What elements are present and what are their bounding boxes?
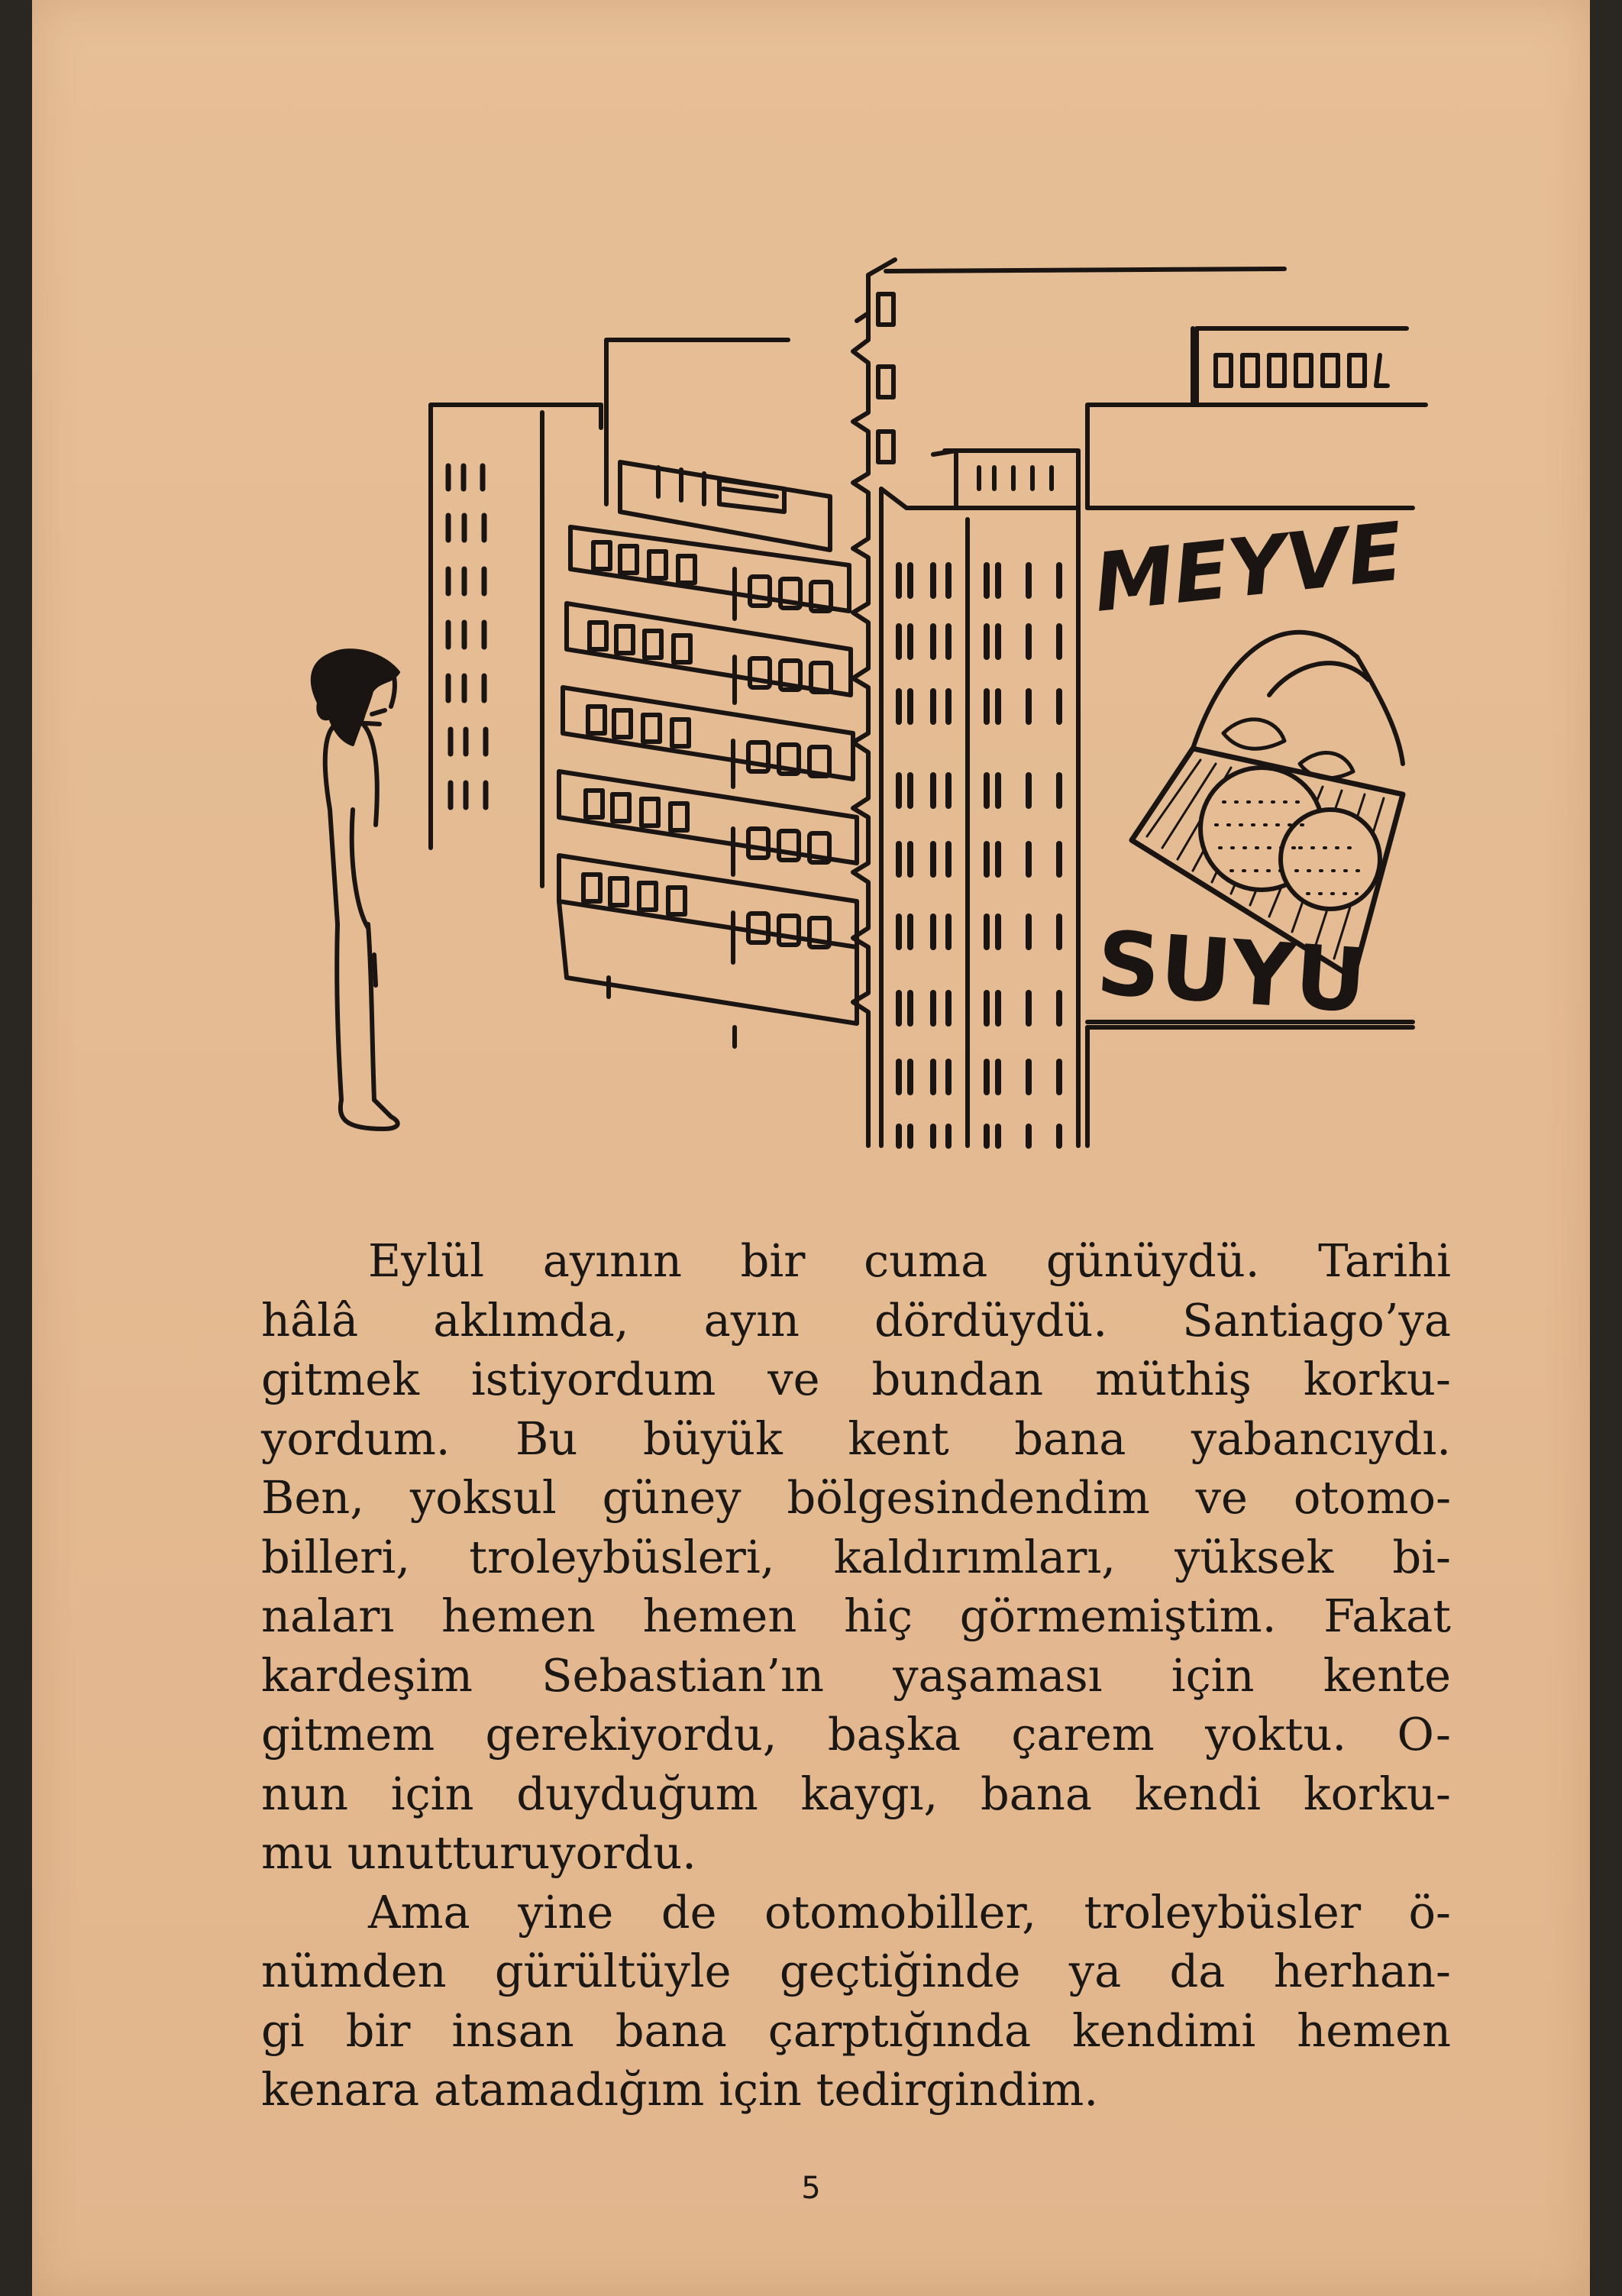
paragraph-1: [261, 1231, 1451, 1883]
text-line: gitmem gerekiyordu, başka çarem yoktu. O-: [261, 1708, 1451, 1761]
story-text: [261, 1231, 1451, 2120]
text-line: nun için duyduğum kaygı, bana kendi korku-: [261, 1767, 1451, 1820]
boy-hair: [312, 650, 399, 745]
text-line: billeri, troleybüsleri, kaldırımları, yüksek bi-: [261, 1530, 1451, 1583]
text-line: Eylül ayının bir cuma günüydü. Tarihi: [368, 1234, 1451, 1287]
paragraph-2: [261, 1883, 1451, 2120]
page-number: 5: [801, 2171, 821, 2206]
text-line: kenara atamadığım için tedirgindim.: [261, 2063, 1099, 2116]
text-line: hâlâ aklımda, ayın dördüydü. Santiago’ya: [261, 1293, 1451, 1347]
text-line: yordum. Bu büyük kent bana yabancıydı.: [261, 1412, 1451, 1465]
text-line: kardeşim Sebastian’ın yaşaması için kente: [261, 1648, 1451, 1702]
text-line: Ama yine de otomobiller, troleybüsler ö-: [368, 1885, 1451, 1939]
boy-figure: [325, 665, 398, 1129]
text-line: nümden gürültüyle geçtiğinde ya da herhan-: [261, 1945, 1451, 1997]
text-line: mu unutturuyordu.: [261, 1826, 696, 1879]
text-line: naları hemen hemen hiç görmemiştim. Fakat: [261, 1589, 1451, 1642]
balcony-building: [559, 462, 857, 1046]
book-page: [32, 0, 1590, 2296]
text-line: Ben, yoksul güney bölgesindendim ve otomo-: [261, 1471, 1451, 1524]
sign-text-bottom: SUYU: [1094, 912, 1370, 1033]
striped-tower: [881, 451, 1078, 1146]
sign-text-top: MEYVE: [1089, 505, 1407, 630]
city-illustration: [32, 0, 1590, 1192]
left-tower: [431, 405, 601, 886]
text-line: gi bir insan bana çarptığında kendimi hemen: [261, 2003, 1451, 2057]
text-line: gitmek istiyordum ve bundan müthiş korku-: [261, 1353, 1451, 1405]
